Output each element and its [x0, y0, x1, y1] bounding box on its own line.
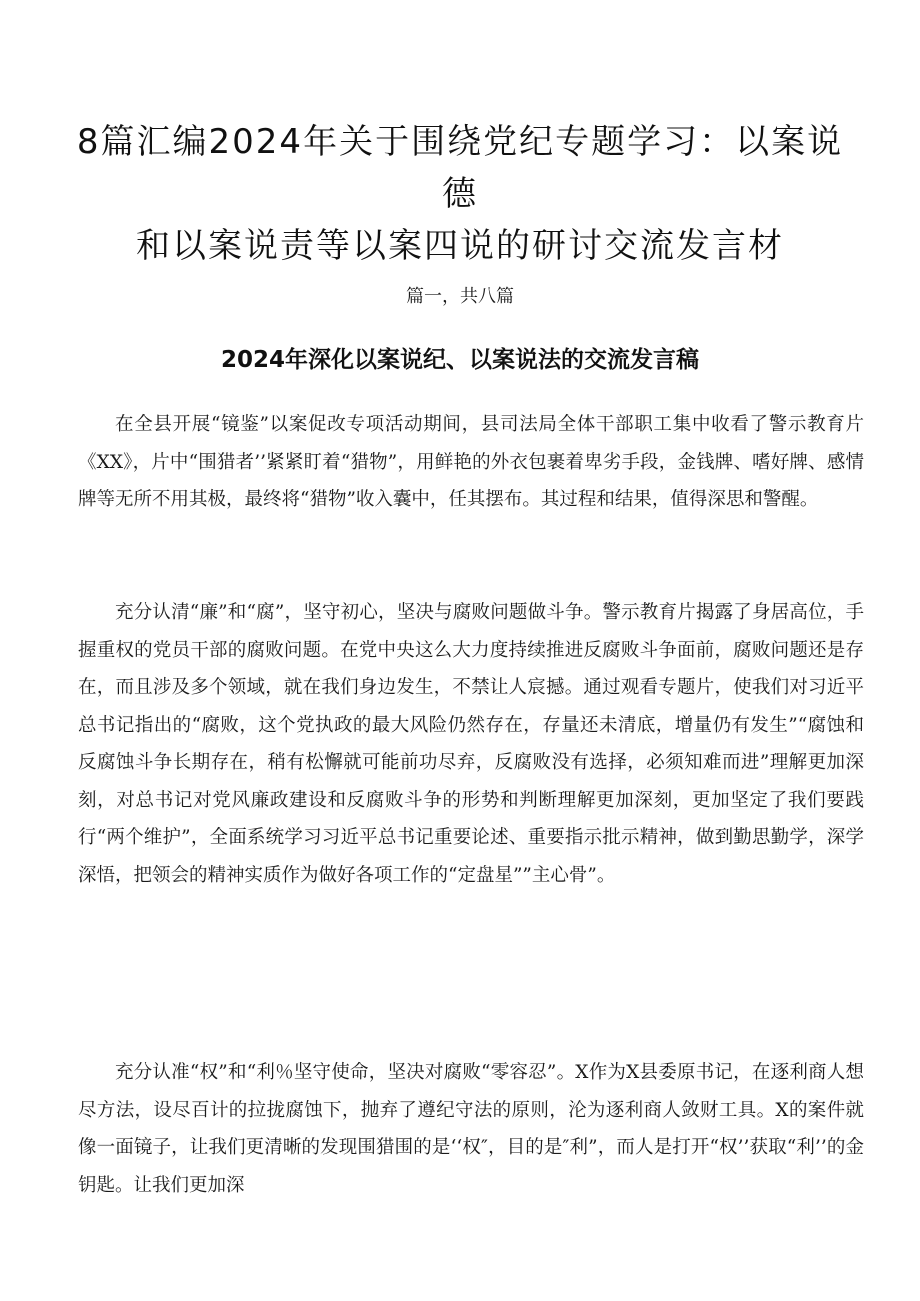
part-label: 篇一，共八篇 — [406, 286, 514, 307]
document-title-line-2: 和以案说责等以案四说的研讨交流发言材 — [136, 226, 784, 266]
document-title — [70, 116, 850, 272]
body-paragraph-1: 在全县开展“镜鉴”以案促改专项活动期间，县司法局全体干部职工集中收看了警示教育片《XX》，片中“围猎者’’紧紧盯着“猎物”，用鲜艳的外衣包裹着卑劣手段，金钱牌、嗜好牌、感情牌等无所不用其极，最终将“猎物”收入囊中，任其摆布。其过程和结果，值得深思和警醒。 — [78, 414, 864, 510]
section-title: 2024年深化以案说纪、以案说法的交流发言稿 — [220, 347, 699, 373]
body-paragraph-2: 充分认清“廉”和“腐”，坚守初心，坚决与腐败问题做斗争。警示教育片揭露了身居高位，手握重权的党员干部的腐败问题。在党中央这么大力度持续推进反腐败斗争面前，腐败问题还是存在，而且涉及多个领域，就在我们身边发生，不禁让人宸撼。通过观看专题片，使我们对习近平总书记指出的“腐败，这个党执政的最大风险仍然存在，存量还未清底，增量仍有发生”“腐蚀和反腐蚀斗争长期存在，稍有松懈就可能前功尽弃，反腐败没有选择，必须知难而进”理解更加深刻，对总书记对党风廉政建设和反腐败斗争的形势和判断理解更加深刻，更加坚定了我们要践行“两个维护”，全面系统学习习近平总书记重要论述、重要指示批示精神，做到勤思勤学，深学深悟，把领会的精神实质作为做好各项工作的“定盘星””主心骨”。 — [78, 602, 864, 886]
document-title-line-1: 8篇汇编2024年关于围绕党纪专题学习：以案说德 — [76, 122, 844, 214]
body-paragraph-3: 充分认准“权”和“利％坚守使命，坚决对腐败“零容忍”。X作为X县委原书记，在逐利商人想尽方法，设尽百计的拉拢腐蚀下，抛弃了遵纪守法的原则，沦为逐利商人敛财工具。X的案件就像一面镜子，让我们更清晰的发现围猎围的是‘‘权″，目的是″利”，而人是打开“权’’获取“利’’的金钥匙。让我们更加深 — [78, 1062, 864, 1196]
